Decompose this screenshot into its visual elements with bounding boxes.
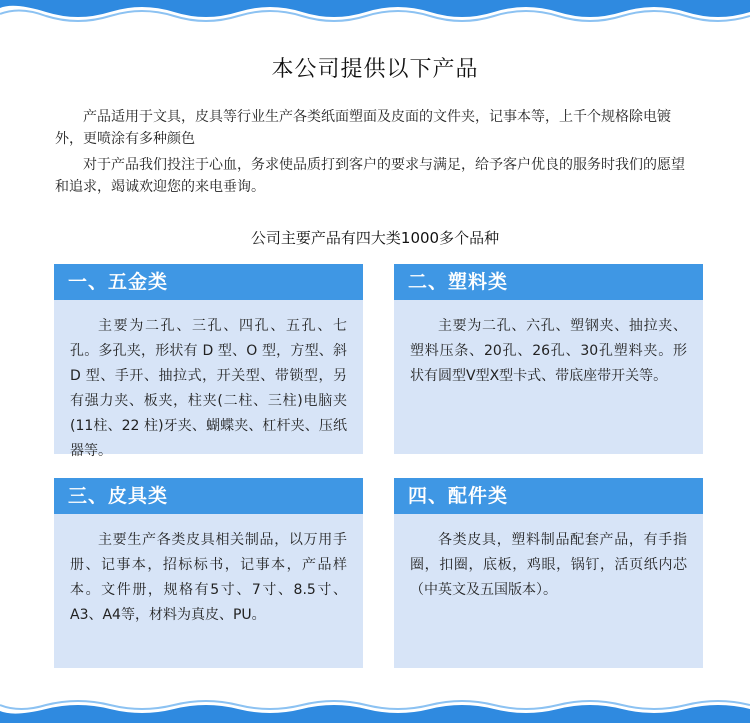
section-subtitle: 公司主要产品有四大类1000多个品种: [250, 229, 500, 247]
category-card-plastic: [394, 264, 703, 454]
card-title: 一、五金类: [54, 264, 363, 300]
category-card-hardware: [54, 264, 363, 459]
intro-paragraph-2: 对于产品我们投注于心血，务求使品质打到客户的要求与满足，给予客户优良的服务时我们的愿望和追求，竭诚欢迎您的来电垂询。: [55, 157, 685, 195]
card-description: 主要为二孔、六孔、塑钢夹、抽拉夹、塑料压条、20孔、26孔、30孔塑料夹。形状有圆型V型X型卡式、带底座带开关等。: [410, 318, 687, 384]
card-title: 三、皮具类: [54, 478, 363, 514]
card-title: 四、配件类: [394, 478, 703, 514]
top-wave-decoration: [0, 0, 750, 28]
card-description: 主要为二孔、三孔、四孔、五孔、七孔。多孔夹，形状有 D 型、O 型，方型、斜 D 型、手开、抽拉式，开关型、带锁型，另有强力夹、板夹，柱夹(二柱、三柱)电脑夹(11柱、22 柱)牙夹、蝴蝶夹、杠杆夹、压纸器等。: [70, 318, 347, 459]
card-description: 各类皮具，塑料制品配套产品，有手指圈，扣圈，底板，鸡眼，锅钉，活页纸内芯（中英文及五国版本）。: [410, 532, 687, 598]
category-card-accessories: [394, 478, 703, 668]
intro-paragraph-1: 产品适用于文具，皮具等行业生产各类纸面塑面及皮面的文件夹，记事本等，上千个规格除电镀外，更喷涂有多种颜色: [55, 109, 671, 147]
card-description: 主要生产各类皮具相关制品，以万用手册、记事本，招标标书，记事本，产品样本。文件册，规格有5寸、7寸、8.5寸、A3、A4等，材料为真皮、PU。: [70, 532, 347, 623]
category-card-leather: [54, 478, 363, 668]
bottom-wave-decoration: [0, 697, 750, 723]
page-title: 本公司提供以下产品: [271, 57, 479, 82]
card-title: 二、塑料类: [394, 264, 703, 300]
